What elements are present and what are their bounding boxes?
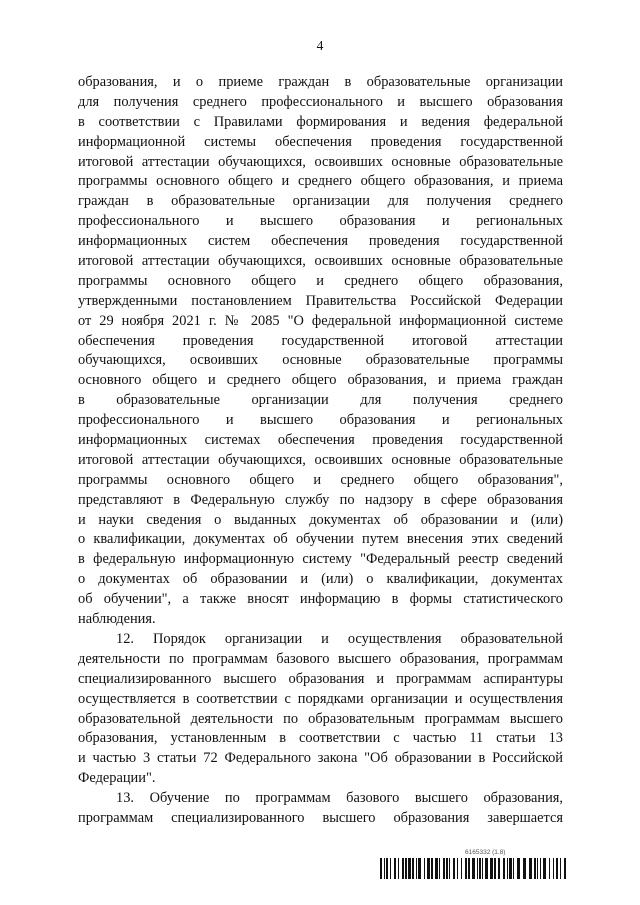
text-line: о квалификации, документах об обучении путем внесения этих сведений bbox=[78, 531, 563, 548]
text-line: деятельности по программам базового высшего образования, программам bbox=[78, 650, 563, 667]
text-line: программы основного общего и среднего общего образования", bbox=[78, 471, 563, 488]
text-line: об обучении", а также вносят информацию в формы статистического bbox=[78, 591, 563, 608]
text-line: утвержденными постановлением Правительства Российской Федерации bbox=[78, 292, 563, 309]
text-line: информационной системы обеспечения проведения государственной bbox=[78, 133, 563, 150]
text-line: итоговой аттестации обучающихся, освоивших основные образовательные bbox=[78, 153, 563, 170]
text-line: образования, установленным в соответствии с частью 11 статьи 13 bbox=[78, 730, 563, 747]
text-line: и частью 3 статьи 72 Федерального закона "Об образовании в Российской bbox=[78, 750, 563, 767]
page-number: 4 bbox=[316, 38, 324, 53]
text-line: основного общего и среднего общего образования, и приема граждан bbox=[78, 372, 563, 389]
text-line: в федеральную информационную систему "Федеральный реестр сведений bbox=[78, 551, 563, 568]
text-line: о документах об образовании и (или) о квалификации, документах bbox=[78, 571, 563, 588]
text-line: от 29 ноября 2021 г. № 2085 "О федеральной информационной системе bbox=[78, 312, 563, 329]
text-line: граждан в образовательные организации для получения среднего bbox=[78, 193, 563, 210]
text-line: и науки сведения о выданных документах об образовании и (или) bbox=[78, 511, 563, 528]
text-line: итоговой аттестации обучающихся, освоивших основные образовательные bbox=[78, 253, 563, 270]
text-line: обучающихся, освоивших основные образовательные программы bbox=[78, 352, 563, 369]
barcode bbox=[380, 849, 570, 879]
text-line: осуществляется в соответствии с порядками организации и осуществления bbox=[78, 690, 563, 707]
text-line: в образовательные организации для получения среднего bbox=[78, 392, 563, 409]
text-line: профессионального и высшего образования и региональных bbox=[78, 412, 563, 429]
text-line: программы основного общего и среднего общего образования, bbox=[78, 272, 563, 289]
text-line: 12. Порядок организации и осуществления образовательной bbox=[116, 630, 563, 647]
text-line: информационных системах обеспечения проведения государственной bbox=[78, 432, 563, 449]
text-line: в соответствии с Правилами формирования и ведения федеральной bbox=[78, 113, 563, 130]
text-line: информационных систем обеспечения проведения государственной bbox=[78, 233, 563, 250]
text-line: образования, и о приеме граждан в образовательные организации bbox=[78, 74, 563, 90]
barcode-caption: 6165332 (1.8) bbox=[465, 849, 506, 856]
text-line: программы основного общего и среднего общего образования, и приема bbox=[78, 173, 563, 190]
text-line: программам специализированного высшего образования завершается bbox=[78, 809, 563, 826]
text-line: наблюдения. bbox=[78, 611, 156, 628]
text-line: итоговой аттестации обучающихся, освоивших основные образовательные bbox=[78, 451, 563, 468]
document-body bbox=[78, 73, 563, 829]
text-line: обеспечения проведения государственной итоговой аттестации bbox=[78, 332, 563, 349]
text-line: представляют в Федеральную службу по надзору в сфере образования bbox=[78, 491, 563, 508]
text-line: 13. Обучение по программам базового высшего образования, bbox=[116, 790, 563, 807]
text-line: профессионального и высшего образования и региональных bbox=[78, 213, 563, 230]
text-line: образовательной деятельности по образовательным программам высшего bbox=[78, 710, 563, 727]
text-line: для получения среднего профессионального и высшего образования bbox=[78, 93, 563, 110]
text-line: специализированного высшего образования и программам аспирантуры bbox=[78, 670, 563, 687]
text-line: Федерации". bbox=[78, 770, 156, 787]
barcode-icon bbox=[380, 858, 570, 879]
